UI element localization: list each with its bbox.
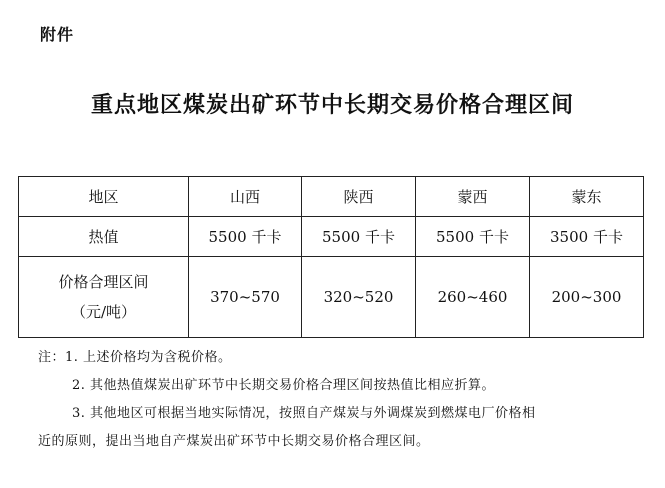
table-row-header <box>19 177 644 217</box>
attachment-label: 附件 <box>40 25 75 44</box>
header-region-mengxi: 蒙西 <box>416 177 530 217</box>
heat-value-shanxi: 5500 千卡 <box>189 217 302 257</box>
note-item-1 <box>38 344 638 372</box>
price-range-mengxi: 260~460 <box>416 257 530 338</box>
header-region-mengdong: 蒙东 <box>530 177 644 217</box>
table-row-heat-value <box>19 217 644 257</box>
note-item-2: 2. 其他热值煤炭出矿环节中长期交易价格合理区间按热值比相应折算。 <box>72 378 496 393</box>
header-region-shanxi: 山西 <box>189 177 302 217</box>
header-region-shaanxi: 陕西 <box>302 177 416 217</box>
notes <box>38 344 638 456</box>
heat-value-mengxi: 5500 千卡 <box>416 217 530 257</box>
price-range-mengdong: 200~300 <box>530 257 644 338</box>
price-range-unit: （元/吨） <box>70 303 137 321</box>
price-range-shaanxi: 320~520 <box>302 257 416 338</box>
price-range-shanxi: 370~570 <box>189 257 302 338</box>
heat-value-shaanxi: 5500 千卡 <box>302 217 416 257</box>
notes-prefix: 注： <box>38 350 66 365</box>
document-title: 重点地区煤炭出矿环节中长期交易价格合理区间 <box>90 93 574 118</box>
note-item-3-continued: 近的原则，提出当地自产煤炭出矿环节中长期交易价格合理区间。 <box>38 434 430 449</box>
heat-value-label: 热值 <box>19 217 189 257</box>
price-range-label: 价格合理区间 <box>58 273 149 291</box>
note-item-3: 3. 其他地区可根据当地实际情况，按照自产煤炭与外调煤炭到燃煤电厂价格相 <box>72 406 536 421</box>
heat-value-mengdong: 3500 千卡 <box>530 217 644 257</box>
price-range-table <box>18 176 644 338</box>
header-region-label: 地区 <box>19 177 189 217</box>
price-range-label-cell <box>19 257 189 338</box>
table-row-price-range <box>19 257 644 338</box>
note-text-1: 1. 上述价格均为含税价格。 <box>65 350 232 365</box>
